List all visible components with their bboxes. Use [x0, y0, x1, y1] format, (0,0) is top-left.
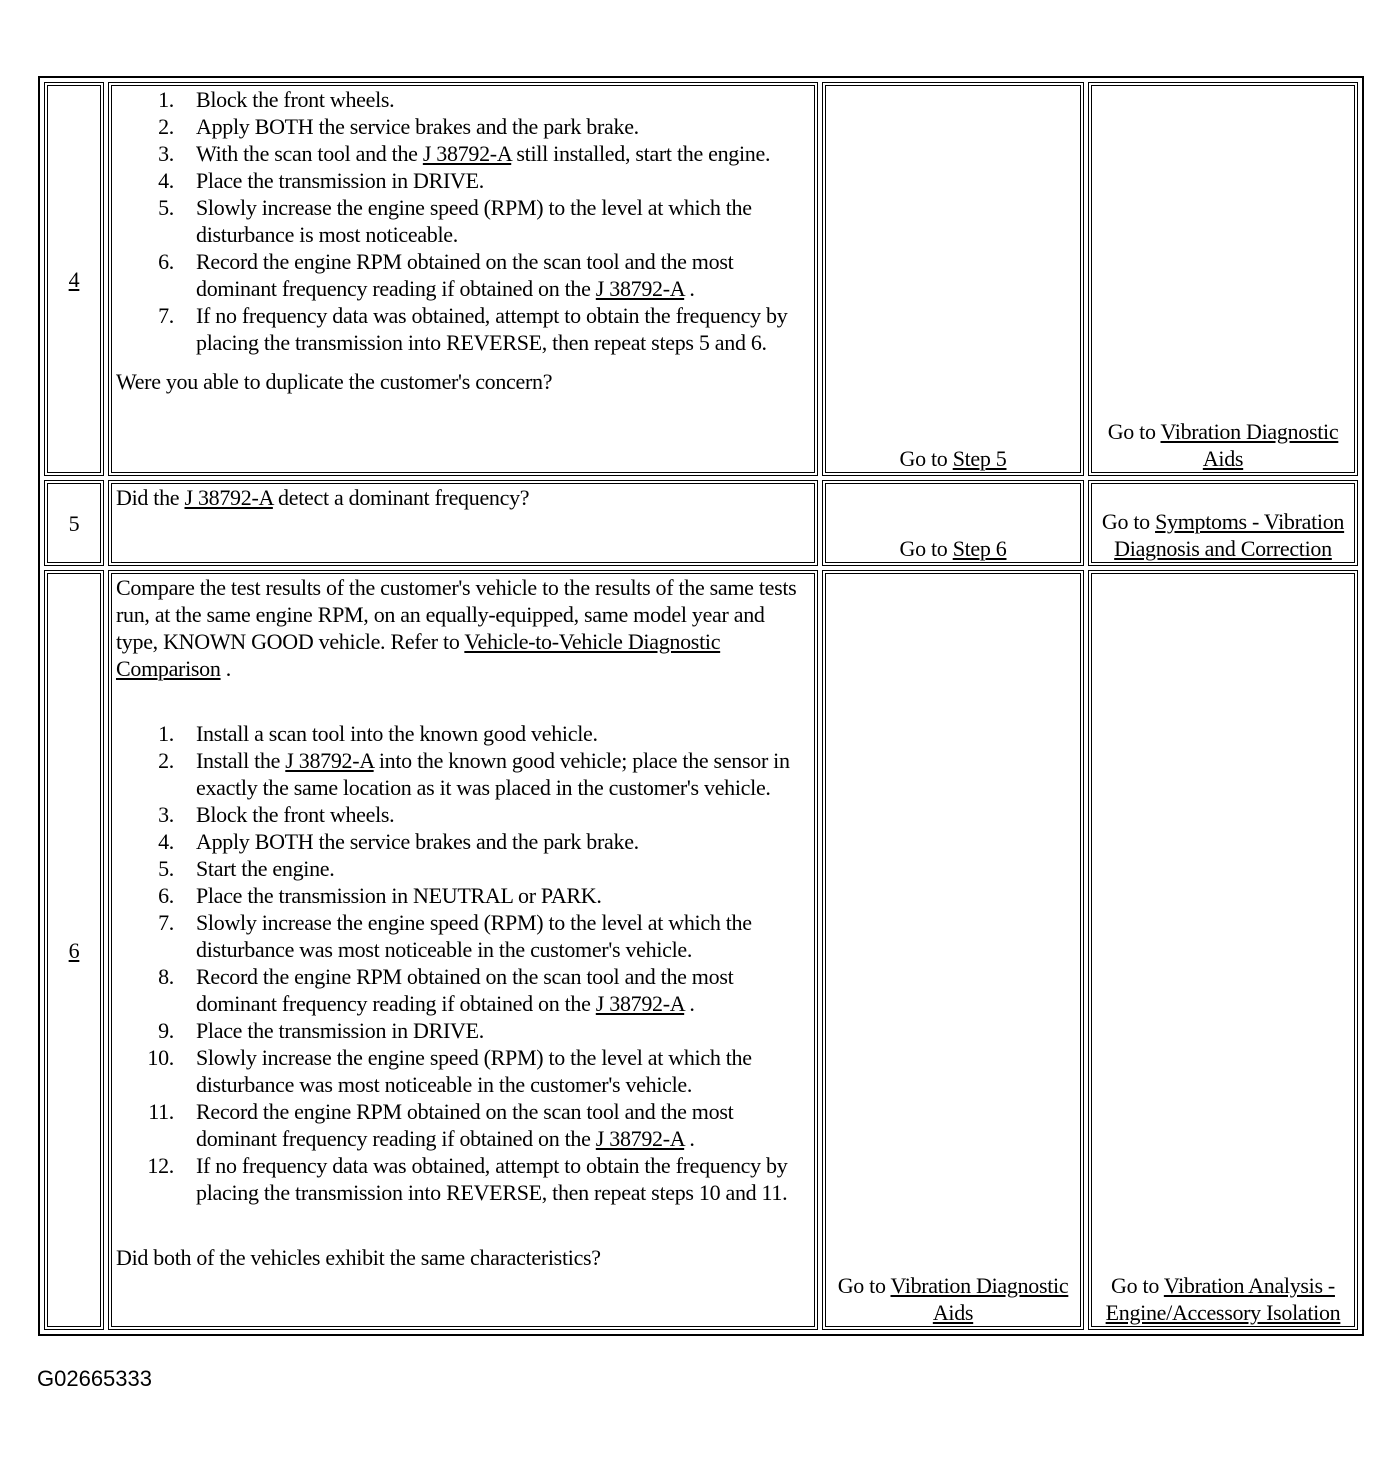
list-item [116, 194, 810, 248]
table-row [44, 480, 1358, 566]
list-item-number: 10. [147, 1045, 174, 1070]
yes-link[interactable]: Step 6 [952, 536, 1007, 561]
list-item-text [196, 1152, 810, 1206]
procedure-list [116, 86, 810, 356]
text-run: Place the transmission in NEUTRAL or PARK. [196, 883, 602, 908]
text-run: still installed, start the engine. [511, 141, 771, 166]
text-run: Block the front wheels. [196, 87, 395, 112]
text-run: Place the transmission in DRIVE. [196, 1018, 484, 1043]
figure-id-label: G02665333 [37, 1366, 152, 1391]
list-item-number: 2. [158, 114, 174, 139]
list-item-text [196, 302, 810, 356]
list-item-number: 8. [158, 964, 174, 989]
question-text: Were you able to duplicate the customer's concern? [116, 369, 553, 394]
list-item [116, 167, 810, 194]
list-item [116, 855, 810, 882]
text-run: Slowly increase the engine speed (RPM) to the level at which the disturbance was most noticeable in the customer's vehicle. [196, 1045, 752, 1097]
yes-link[interactable]: Vibration Diagnostic Aids [890, 1273, 1069, 1325]
list-item [116, 248, 810, 302]
list-item-text [196, 140, 810, 167]
text-run: If no frequency data was obtained, attempt to obtain the frequency by placing the transmission into REVERSE, then repeat steps 5 and 6. [196, 303, 788, 355]
text-run: Place the transmission in DRIVE. [196, 168, 484, 193]
list-item [116, 302, 810, 356]
text-run: . [220, 656, 231, 681]
list-item [116, 113, 810, 140]
list-item-number: 3. [158, 802, 174, 827]
no-link[interactable]: Vibration Diagnostic Aids [1160, 419, 1339, 471]
text-run: Record the engine RPM obtained on the scan tool and the most dominant frequency reading if obtained on the [196, 964, 734, 1016]
list-item-text [196, 86, 810, 113]
intro-text [116, 574, 810, 682]
list-item-number: 12. [147, 1153, 174, 1178]
list-item-text [196, 720, 810, 747]
text-run: . [684, 276, 695, 301]
tool-reference-link[interactable]: Vehicle-to-Vehicle Diagnostic Comparison [116, 629, 721, 681]
list-item-text [196, 909, 810, 963]
list-item-number: 4. [158, 829, 174, 854]
list-item-number: 4. [158, 168, 174, 193]
yes-cell [822, 570, 1084, 1330]
list-item-number: 7. [158, 910, 174, 935]
no-cell [1088, 480, 1358, 566]
list-item-number: 5. [158, 856, 174, 881]
text-run: . [684, 1126, 695, 1151]
list-item-text [196, 747, 810, 801]
list-item-text [196, 167, 810, 194]
text-run: detect a dominant frequency? [272, 485, 530, 510]
list-item [116, 828, 810, 855]
step-number-cell [44, 82, 104, 476]
no-link[interactable]: Vibration Analysis - Engine/Accessory Isolation [1105, 1273, 1341, 1325]
list-item [116, 882, 810, 909]
list-item-text [196, 801, 810, 828]
list-item-text [196, 828, 810, 855]
list-item-text [196, 1044, 810, 1098]
step-number-cell [44, 570, 104, 1330]
list-item-number: 11. [148, 1099, 174, 1124]
list-item [116, 720, 810, 747]
text-run: With the scan tool and the [196, 141, 423, 166]
list-item-number: 3. [158, 141, 174, 166]
text-run: Apply BOTH the service brakes and the park brake. [196, 829, 639, 854]
no-cell [1088, 570, 1358, 1330]
yes-prefix: Go to [899, 446, 953, 471]
list-item-number: 6. [158, 249, 174, 274]
tool-reference-link[interactable]: J 38792-A [184, 485, 273, 510]
no-prefix: Go to [1111, 1273, 1164, 1298]
table-row [44, 82, 1358, 476]
diagnostic-table [38, 76, 1364, 1336]
list-item-number: 2. [158, 748, 174, 773]
text-run: Apply BOTH the service brakes and the park brake. [196, 114, 639, 139]
step-number-cell [44, 480, 104, 566]
list-item-text [196, 113, 810, 140]
tool-reference-link[interactable]: J 38792-A [422, 141, 512, 166]
text-run: Install a scan tool into the known good vehicle. [196, 721, 598, 746]
action-cell [108, 480, 818, 566]
list-item [116, 747, 810, 801]
question-text [116, 484, 810, 511]
step-number-link[interactable]: 4 [68, 266, 80, 292]
list-item [116, 86, 810, 113]
list-item-number: 9. [158, 1018, 174, 1043]
tool-reference-link[interactable]: J 38792-A [595, 1126, 685, 1151]
text-run: Compare the test results of the customer's vehicle to the results of the same tests run, at the same engine RPM, on an equally-equipped, same model year and type, KNOWN GOOD vehicle. Refer to [116, 575, 797, 654]
step-number: 5 [68, 510, 80, 536]
list-item-number: 5. [158, 195, 174, 220]
list-item-text [196, 248, 810, 302]
question-text: Did both of the vehicles exhibit the same characteristics? [116, 1245, 601, 1270]
yes-link[interactable]: Step 5 [952, 446, 1007, 471]
no-link[interactable]: Symptoms - Vibration Diagnosis and Correction [1114, 509, 1345, 561]
list-item [116, 909, 810, 963]
text-run: Install the [196, 748, 286, 773]
text-run: Start the engine. [196, 856, 335, 881]
list-item [116, 1017, 810, 1044]
no-prefix: Go to [1101, 509, 1156, 534]
list-item [116, 1044, 810, 1098]
text-run: If no frequency data was obtained, attempt to obtain the frequency by placing the transmission into REVERSE, then repeat steps 10 and 11. [196, 1153, 788, 1205]
list-item-number: 7. [158, 303, 174, 328]
text-run: Did the [116, 485, 185, 510]
tool-reference-link[interactable]: J 38792-A [595, 276, 685, 301]
list-item-number: 1. [158, 721, 174, 746]
list-item-text [196, 1098, 810, 1152]
text-run: Slowly increase the engine speed (RPM) to the level at which the disturbance was most noticeable in the customer's vehicle. [196, 910, 752, 962]
yes-prefix: Go to [837, 1273, 891, 1298]
text-run: . [684, 991, 695, 1016]
text-run: Slowly increase the engine speed (RPM) to the level at which the disturbance is most noticeable. [196, 195, 752, 247]
list-item [116, 140, 810, 167]
step-number-link[interactable]: 6 [68, 937, 80, 963]
action-cell [108, 570, 818, 1330]
yes-cell [822, 82, 1084, 476]
list-item-number: 6. [158, 883, 174, 908]
list-item-text [196, 855, 810, 882]
text-run: Record the engine RPM obtained on the scan tool and the most dominant frequency reading if obtained on the [196, 1099, 734, 1151]
no-prefix: Go to [1107, 419, 1161, 444]
no-cell [1088, 82, 1358, 476]
list-item-number: 1. [158, 87, 174, 112]
list-item [116, 963, 810, 1017]
tool-reference-link[interactable]: J 38792-A [285, 748, 374, 773]
tool-reference-link[interactable]: J 38792-A [595, 991, 685, 1016]
text-run: into the known good vehicle; place the sensor in exactly the same location as it was placed in the customer's vehicle. [196, 748, 790, 800]
yes-prefix: Go to [899, 536, 953, 561]
text-run: Block the front wheels. [196, 802, 395, 827]
procedure-list [116, 720, 810, 1206]
text-run: Record the engine RPM obtained on the scan tool and the most dominant frequency reading if obtained on the [196, 249, 734, 301]
list-item-text [196, 963, 810, 1017]
list-item [116, 1152, 810, 1206]
list-item [116, 1098, 810, 1152]
list-item-text [196, 882, 810, 909]
table-row [44, 570, 1358, 1330]
list-item-text [196, 194, 810, 248]
list-item [116, 801, 810, 828]
list-item-text [196, 1017, 810, 1044]
action-cell [108, 82, 818, 476]
yes-cell [822, 480, 1084, 566]
